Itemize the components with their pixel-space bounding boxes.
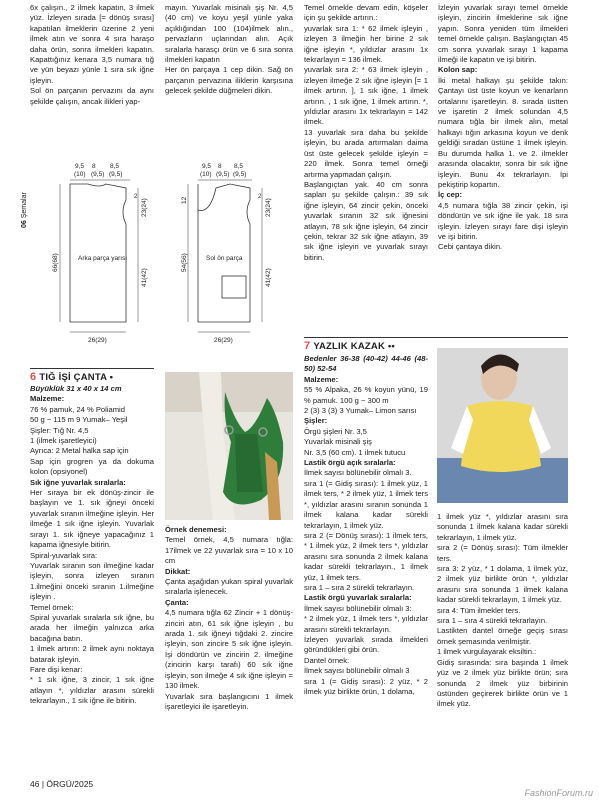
paragraph: 13 yuvarlak sıra daha bu şekilde işleyin, bu arada artırmaları daima üst üste gelecek şekilde işleyin = 220 ilmek. Sonra temel örneği artırma yapmadan çalışın. [304, 127, 428, 179]
paragraph: Dantel örnek: [304, 655, 350, 665]
paragraph: Yuvarlak misinali şiş [304, 437, 372, 447]
paragraph: 6x çalışın., 2 ilmek kapatın, 3 ilmek yüz. İzleyen sırada [= dönüş sırası] kapatılan ilmeklerin üzerine 2 yeni ilmek atın ve sonra 4 sıra haraşo daha örün, sonra ilmekleri kapatın. Kapattığınız kenara 3,5 numara tığ ve yün beyazı yünle 1 sıra sık iğne işleyin. [30, 3, 154, 85]
dim-top-alt-1: (10) [74, 171, 86, 178]
paragraph: İzleyen yuvarlak sırada ilmekleri göründükleri gibi örün. [304, 634, 428, 655]
paragraph: İlmek sayısı bölünebilir olmalı 3 [304, 666, 410, 676]
paragraph: Örgü şişleri Nr. 3,5 [304, 426, 367, 436]
back-half-schematic [52, 163, 148, 344]
kazak-instructions-lower [437, 512, 568, 710]
kazak-title: 7 YAZLIK KAZAK •• [304, 340, 395, 352]
dim-top-3: 8,5 [110, 163, 120, 170]
pocket-outline [222, 276, 246, 298]
dim-neck-depth: 12 [181, 196, 188, 204]
paragraph: sıra 3: 2 yüz, * 1 dolama, 1 ilmek yüz, 2 ilmek yüz birlikte örün *, yıldızlar arasını sıra sonunda 1 ilmek kalana kadar sürekli tekrarlayın, 1 ilmek yüz. [437, 564, 568, 605]
piece-label-left: Arka parça yarısı [78, 255, 128, 262]
dim-top-r3: 8,5 [234, 163, 244, 170]
subheading: Malzeme: [30, 394, 65, 404]
paragraph: 4,5 numara tığla 62 Zincir + 1 dönüş-zinciri atın, 61 sık iğne işleyin , bu arada 1. sık iğneyi tığdaki 2. zincire işleyin, son zincire 5 sık iğne işleyin. İşi döndürün ve zincirin 2. ilmeğine (zincirin karşı tarafı) 60 sık iğne işleyin, son ilmeğe 4 sık iğne işleyin = 130 ilmek. [165, 608, 293, 691]
section-divider-kazak [304, 337, 568, 338]
pattern-schematic [30, 162, 292, 362]
paragraph: mayın. Yuvarlak misinalı şiş Nr. 4,5 (40 cm) ve koyu yeşil yünle yaka açıklığından 100 (104)ilmek alın., pervazların uçlarından alın. Açık sıralarla harasçı örün ve 6 sıra sonra ilmekleri kapatın [165, 3, 293, 65]
paragraph: 1 ilmek artırın: 2 ilmek aynı noktaya batarak işleyin. [30, 644, 154, 664]
dim-bottom-left: 26(29) [88, 337, 107, 344]
paragraph: Çanta aşağıdan yukarı spiral yuvarlak sıralarla işlenecek. [165, 577, 293, 597]
dim-top-r1: 9,5 [202, 163, 212, 170]
paragraph: Gidiş sırasında: sıra başında 1 ilmek yüz ve 2 ilmek yüz birlikte örün; sıra sonunda 2 ilmek yüz birbirinin üstünden geçirerek birlikte örün ve 1 ilmek yüz. [437, 657, 568, 709]
subheading: Malzeme: [304, 374, 339, 384]
dim-total-left: 66(68) [52, 253, 59, 272]
bag-title: 6 TIĞ İŞİ ÇANTA • [30, 371, 114, 383]
paragraph: Ayrıca: 2 Metal halka sap için [30, 446, 129, 456]
paragraph: Temel örnekle devam edin, köşeler için şu şekilde artırın.: [304, 3, 428, 23]
paragraph: Fare dişi kenar: [30, 664, 83, 674]
schematics [30, 162, 292, 362]
subheading: İç cep: [438, 190, 463, 200]
paragraph: Spiral-yuvarlak sıra: [30, 550, 98, 560]
dim-arm-right: 23(24) [265, 198, 272, 217]
column1-top-text [30, 3, 154, 107]
paragraph: sıra 2 (= Dönüş sırası): Tüm ilmekler ters. [437, 543, 568, 563]
dim-top-2: 8 [92, 163, 96, 170]
dim-top-1: 9,5 [75, 163, 85, 170]
page-footer: 46 | ÖRGÜ/2025 [30, 779, 94, 789]
section-divider-bag [30, 368, 154, 369]
paragraph: sıra 1 (= Gidiş sırası): 2 yüz, * 2 ilmek yüz birlikte örün, 1 dolama, [304, 676, 428, 696]
dim-body-left: 41(42) [141, 268, 148, 287]
subheading: Şişler: [304, 416, 328, 426]
dim-top-alt-2: (9,5) [91, 171, 105, 178]
paragraph: 1 ilmek vurgulayarak eksiltin.: [437, 647, 537, 657]
paragraph: yuvarlak sıra 1: * 62 ilmek işleyin , izleyen 3 ilmeğin her birine 2 sık iğne işleyin *, yıldızlar arasını 1x tekrarlayın = 136 ilmek. [304, 23, 428, 65]
subheading: Sık iğne yuvarlak sıralarla: [30, 477, 126, 487]
paragraph: Sol ön parçanın pervazını da aynı şekilde çalışın, ancak ilikleri yap- [30, 86, 154, 106]
paragraph: Yuvarlak sıranın son ilmeğine kadar işleyin, sonra izleyen sıranın 1.ilmeğini önceki sıranın 1.ilmeğine işleyin . [30, 560, 154, 602]
paragraph: sıra 1 (= Gidiş sırası): 1 ilmek yüz, 1 ilmek ters, * 2 ilmek yüz, 1 ilmek ters *, yıldızlar arasını sıranın sonunda 1 ilmek kalana kadar sürekli tekrarlayın, 1 ilmek yüz. [304, 478, 428, 530]
paragraph: 50 g ~ 115 m 9 Yumak– Yeşil [30, 415, 128, 425]
subheading: Örnek denemesi: [165, 525, 227, 534]
paragraph: sıra 4: Tüm ilmekler ters. [437, 605, 521, 615]
paragraph: İki metal halkayı şu şekilde takın: Çantayı üst üste koyun ve kenarların ortalarını işaretleyin. 8. sırada üstten ve işaretin 2 ilmek solundan 4,5 numara tığla bir ilmek alın, metal halkayı tığın arkasına koyun ve denk geldiği sıradan üstüne 1 ilmek işleyin. Bu durumda halka 1. ve 2. ilmekler arasında olacaktır, sonra bir sık iğne işleyin. Bunu 4x tekrarlayın. İpi pekiştirip kopartın. [438, 75, 568, 189]
kazak-sizes: Bedenler 36-38 (40-42) 44-46 (48-50) 52-54 [304, 354, 428, 374]
paragraph: Cebi çantaya dikin. [438, 242, 503, 252]
subheading: Dikkat: [165, 566, 191, 576]
paragraph: sıra 1 – sıra 4 sürekli tekrarlayın. [437, 616, 548, 626]
paragraph: İzleyin yuvarlak sırayı temel örnekle işleyin, zincirin ilmeklerine sık iğne yapın. Sonra yeniden tüm ilmekleri temel örnekle çalışın. Başlangıçtan 45 cm sonra yuvarlak sırayı 1 kapama ilmeği ile kapatın ve işi bitirin. [438, 3, 568, 65]
dim-top-alt-3: (9,5) [109, 171, 123, 178]
subheading: Çanta: [165, 597, 189, 607]
paragraph: İlmek sayısı bölünebilir olmalı 3. [304, 468, 412, 478]
subheading: Kolon sap: [438, 65, 478, 75]
paragraph: * 1 sık iğne, 3 zincir, 1 sık iğne atlayın *, yıldızlar arasını sürekli tekrarlayın., 1 sık iğne ile bitirin. [30, 675, 154, 706]
column2-top-text [165, 3, 293, 97]
bag-instructions [30, 384, 154, 707]
dim-neck-left: 2 [134, 194, 138, 200]
kazak-instructions [304, 354, 428, 697]
paragraph: sıra 1 – sıra 2 sürekli tekrarlayın. [304, 582, 415, 592]
paragraph: Şişler: Tığ Nr. 4,5 [30, 425, 89, 435]
dim-total-right: 54(56) [181, 253, 188, 272]
paragraph: sıra 2 (= Dönüş sırası): 1 ilmek ters, * 1 ilmek yüz, 2 ilmek ters *, yıldızlar arasını sıra sonunda 2 ilmek kalana kadar sürekli tekrarlayın., 1 ilmek yüz, 1 ilmek ters. [304, 530, 428, 582]
paragraph: yuvarlak sıra 2: * 63 ilmek işleyin , izleyen ilmeğe 2 sık iğne işleyin [= 1 ilmek artırın. ], 1 sık iğne, 1 ilmek artırın. , 1 sık iğne, 1 ilmek artırın. *, yıldızlar arasını 1x tekrarlayın = 142 ilmek. [304, 65, 428, 127]
subheading: Lastik örgü yuvarlak sıralarla: [304, 593, 412, 603]
paragraph: 1 ilmek yüz *, yıldızlar arasını sıra sonunda 1 ilmek kalana kadar sürekli tekrarlayın, 1 ilmek yüz. [437, 512, 568, 542]
paragraph: 1 (ilmek işaretleyici) [30, 436, 97, 446]
column3-text [304, 3, 428, 263]
sweater-photo [437, 348, 568, 503]
paragraph: Temel örnek, 4,5 numara tığla: 17ilmek ve 22 yuvarlak sıra = 10 x 10 cm [165, 535, 293, 566]
bag-photo [165, 372, 293, 520]
paragraph: Nr. 3,5 (60 cm). 1 ilmek tutucu [304, 447, 406, 457]
column4-text [438, 3, 568, 253]
paragraph: 2 (3) 3 (3) 3 Yumak– Limon sarısı [304, 406, 417, 416]
paragraph: Lastikten dantel örneğe geçiş sırası örnek şemasında verilmiştir. [437, 626, 568, 646]
dim-bottom-right: 26(29) [214, 337, 233, 344]
left-front-schematic [181, 163, 272, 344]
subheading: Lastik örgü açık sıralarla: [304, 458, 396, 468]
dim-body-right: 41(42) [265, 268, 272, 287]
paragraph: Her ön parçaya 1 cep dikin. Sağ ön parçanın pervazına iliklerin karşısına gelecek şekilde düğmeleri dikin. [165, 65, 293, 96]
schematics-side-label: 06 Şemalar [21, 192, 28, 228]
piece-label-right: Sol ön parça [206, 255, 243, 262]
dim-arm-left: 23(24) [141, 198, 148, 217]
paragraph: 76 % pamuk, 24 % Poliamid [30, 404, 125, 414]
paragraph: * 2 ilmek yüz, 1 ilmek ters *, yıldızlar arasını sürekli tekrarlayın. [304, 614, 428, 634]
dim-top-alt-r2: (9,5) [216, 171, 230, 178]
paragraph: Temel örnek: [30, 602, 74, 612]
dim-top-alt-r1: (10) [200, 171, 212, 178]
paragraph: Spiral yuvarlak sıralarla sık iğne, bu arada her ilmeğin yalnızca arka bacağına batın. [30, 612, 154, 643]
paragraph: Her sıraya bir ek dönüş-zincir ile başlayın ve 1. sık iğneyi önceki yuvarlak sıranın ilmeğine işleyin. Her ilmeğe 1 sık iğne işleyin. Yuvarlak sırayı 1. sık iğneye yapacağınız 1 kapama iğnesiyle bitirin. [30, 488, 154, 550]
paragraph: 4,5 numara tığla 38 zincir çekin, işi döndürün ve sık iğne ile yak. 18 sıra işleyin. İzleyen sırayı fare dişi işleyin ve işi bitirin. [438, 200, 568, 241]
dim-top-alt-r3: (9,5) [233, 171, 247, 178]
dim-top-r2: 8 [218, 163, 222, 170]
paragraph: Başlangıçtan yak. 40 cm sonra sapları şu şekilde çalışın.: 39 sık iğne işleyin, 64 zincir çekin, önceki yuvarlak sıranın 32 sık iğnesini atlayın, 78 sık iğne işleyin, 64 zincir çekin, tekrar 32 sık iğne atlayın, 39 sık iğne işleyin ve yuvarlak sırayı bitirin. [304, 179, 428, 262]
watermark: FashionForum.ru [524, 788, 593, 798]
paragraph: Yuvarlak sıra başlangıcını 1 ilmek işaretleyici ile işaretleyin. [165, 691, 293, 711]
bag-instructions-continued [165, 525, 293, 712]
bag-size: Büyüklük 31 x 40 x 14 cm [30, 384, 122, 393]
dim-small-right: 2 [258, 194, 262, 200]
paragraph: Sap için grogren ya da dokuma kolon (opsiyonel) [30, 456, 154, 477]
paragraph: İlmek sayısı bölünebilir olmalı 3: [304, 603, 412, 613]
paragraph: 55 % Alpaka, 26 % koyun yünü, 19 % pamuk. 100 g ~ 300 m [304, 385, 428, 405]
